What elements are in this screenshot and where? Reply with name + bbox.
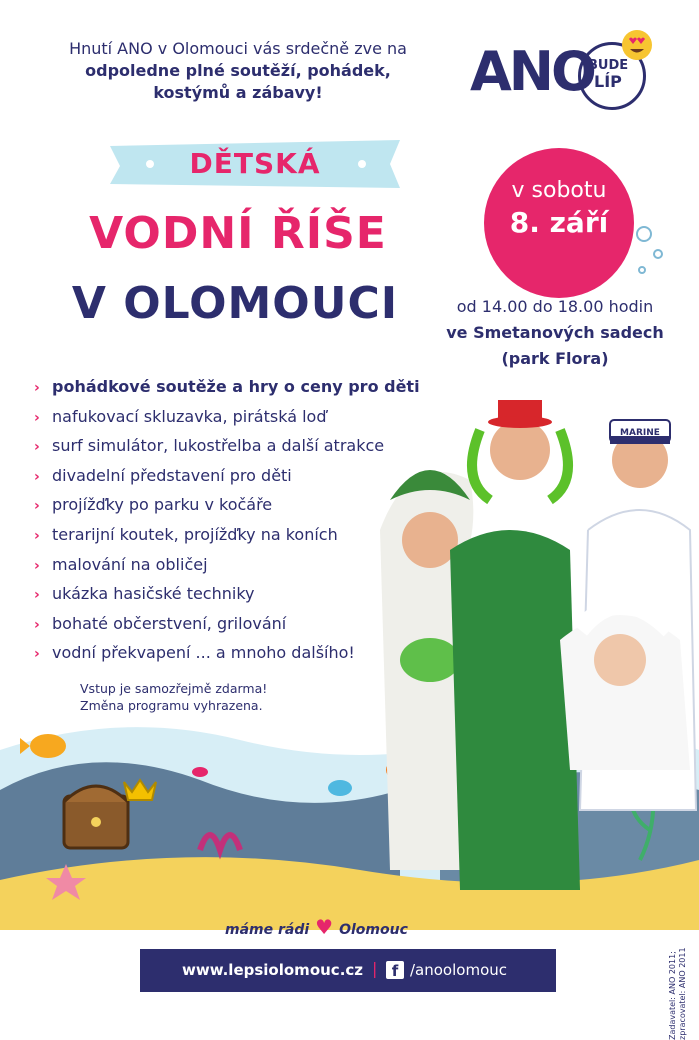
- date-weekday: v sobotu: [511, 178, 607, 203]
- bubbles-decoration: [630, 220, 670, 280]
- title-line-2: V OLOMOUCI: [71, 278, 399, 329]
- slogan: [225, 915, 408, 939]
- chevron-right-icon: ›: [34, 616, 40, 633]
- program-item: › ukázka hasičské techniky: [34, 579, 420, 609]
- chevron-right-icon: ›: [34, 468, 40, 485]
- program-item: › nafukovací skluzavka, pirátská loď: [34, 402, 420, 432]
- chevron-right-icon: ›: [34, 527, 40, 544]
- logo-badge-top-text: BUDE: [588, 58, 629, 73]
- date-badge: [484, 148, 634, 298]
- chevron-right-icon: ›: [34, 587, 40, 604]
- heart-icon: ♥: [315, 915, 334, 939]
- costumed-characters-photo: [370, 390, 699, 890]
- program-item: › divadelní představení pro děti: [34, 461, 420, 491]
- event-venue: ve Smetanových sadech: [446, 323, 664, 342]
- ano-logo: [470, 28, 670, 118]
- intro-line-1: Hnutí ANO v Olomouci vás srdečně zve na: [69, 39, 407, 58]
- chevron-right-icon: ›: [34, 409, 40, 426]
- intro-line-2: odpoledne plné soutěží, pohádek,: [85, 61, 391, 80]
- logo-badge-bottom-text: LÍP: [594, 72, 622, 91]
- title-line-1: VODNÍ ŘÍŠE: [89, 208, 387, 259]
- footer-separator: |: [372, 959, 378, 978]
- side-line-2: zpracovatel: ANO 2011: [678, 947, 687, 1040]
- ribbon-banner: [110, 140, 400, 188]
- event-park: (park Flora): [501, 349, 609, 368]
- note-line-2: Změna programu vyhrazena.: [80, 698, 263, 713]
- program-item: › projížďky po parku v kočáře: [34, 490, 420, 520]
- program-item: › surf simulátor, lukostřelba a další atrakce: [34, 431, 420, 461]
- chevron-right-icon: ›: [34, 380, 40, 396]
- ribbon-text: DĚTSKÁ: [189, 147, 321, 180]
- event-place: [420, 294, 690, 372]
- program-item: › malování na obličej: [34, 550, 420, 580]
- heart-eyes-emoji-icon: [620, 28, 654, 62]
- slogan-left: máme rádi: [225, 922, 310, 938]
- intro-text: [44, 38, 432, 104]
- program-item: › vodní překvapení ... a mnoho dalšího!: [34, 638, 420, 668]
- facebook-link[interactable]: /anoolomouc: [410, 961, 507, 979]
- logo-text: ANO: [470, 40, 594, 103]
- chevron-right-icon: ›: [34, 646, 40, 663]
- cap-label: MARINE: [620, 428, 660, 438]
- facebook-icon: f: [386, 961, 404, 979]
- program-list: [34, 372, 420, 668]
- program-item: › bohaté občerstvení, grilování: [34, 609, 420, 639]
- note-line-1: Vstup je samozřejmě zdarma!: [80, 681, 268, 696]
- slogan-right: Olomouc: [339, 922, 408, 938]
- side-credits: [668, 947, 688, 1040]
- event-time: od 14.00 do 18.00 hodin: [456, 297, 654, 316]
- footer-bar: [140, 949, 556, 992]
- date-day: 8. září: [509, 206, 609, 239]
- entry-note: [80, 680, 267, 714]
- program-item: › pohádkové soutěže a hry o ceny pro děti: [34, 372, 420, 402]
- website-link[interactable]: www.lepsiolomouc.cz: [182, 961, 364, 979]
- chevron-right-icon: ›: [34, 557, 40, 574]
- chevron-right-icon: ›: [34, 498, 40, 515]
- chevron-right-icon: ›: [34, 439, 40, 456]
- intro-line-3: kostýmů a zábavy!: [153, 83, 323, 102]
- program-item: › terarijní koutek, projížďky na koních: [34, 520, 420, 550]
- side-line-1: Zadavatel: ANO 2011;: [668, 951, 677, 1040]
